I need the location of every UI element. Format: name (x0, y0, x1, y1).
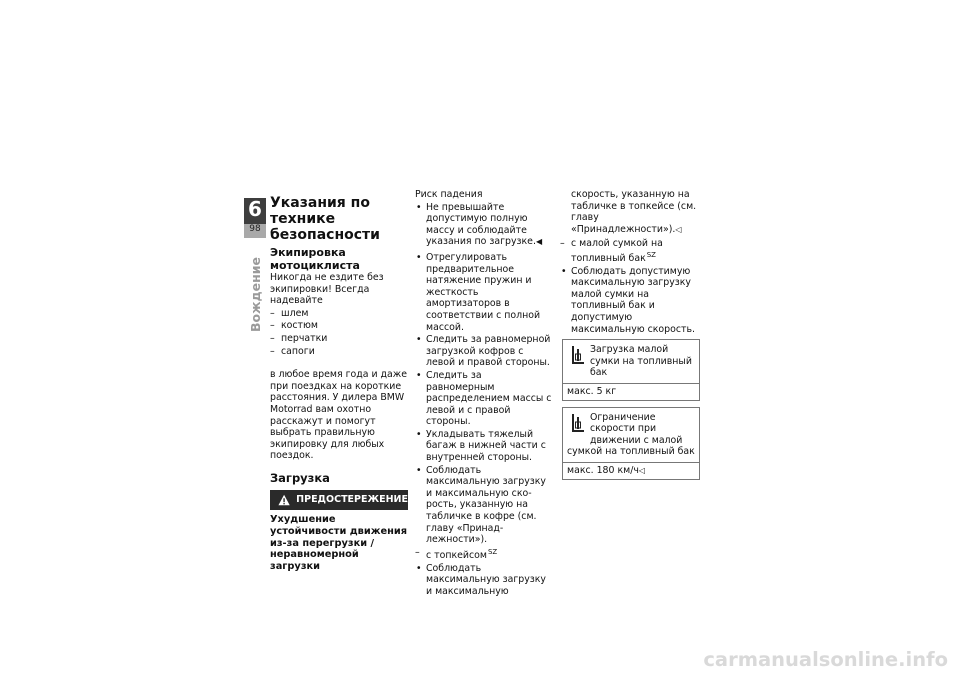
list-item: • Следить за равномерной загрузкой кофров с левой и правой стороны. (415, 334, 553, 369)
list-item: • Отрегулировать предварительное натяжение пружин и жесткость амортизаторов в соответствии с полной массой. (415, 252, 553, 333)
weight-limit-icon (571, 345, 585, 365)
end-marker-icon: ◁ (675, 224, 682, 234)
sz-badge: SZ (646, 250, 656, 259)
continuation-text: скорость, указанную на табличке в топкейсе (см. главу «Принадлежности»).◁ (571, 189, 697, 235)
equipment-intro: Никогда не ездите без экипировки! Всегда надевайте (270, 272, 384, 307)
spec-box-title: Ограничение скорости при движении с малой (590, 411, 683, 446)
warning-title: Ухудшение устойчивости движения из-за перегрузки / неравномерной загрузки (270, 513, 408, 573)
list-item-text: Не превышайте допустимую полную массу и соблюдайте указания по загрузке. (426, 201, 536, 248)
equipment-item: – костюм (270, 320, 408, 332)
chapter-tab (244, 198, 266, 238)
watermark: carmanualsonline.info (703, 648, 948, 671)
list-item (415, 202, 553, 248)
page-title: Указания по технике безопасности (270, 195, 380, 243)
spec-box-title-rest: сумкой на топливный бак (567, 446, 695, 458)
end-marker-icon: ◀ (535, 237, 543, 247)
list-item: • Следить за равномерным распределением массы с левой и с правой стороны. (415, 370, 553, 428)
list-subitem-text: с малой сумкой на топливный бак (571, 238, 663, 265)
list-item: • Соблюдать максимальную загрузку и максимальную (415, 563, 553, 598)
speed-limit-icon (571, 413, 585, 433)
loading-heading: Загрузка (270, 470, 330, 485)
sz-badge: SZ (487, 547, 498, 556)
spec-box-title: Загрузка малой сумки на топливный бак (590, 344, 692, 379)
end-marker-icon: ◁ (638, 466, 646, 475)
equipment-note: в любое время года и даже при поездках на короткие расстояния. У дилера BMW Motorrad вам охотно расскажут и помогут выбрать правильную экипировку для любых поездок. (270, 369, 407, 462)
column-1 (270, 195, 408, 573)
spec-box-head (563, 408, 699, 462)
equipment-item: – сапоги (270, 346, 408, 358)
column-3 (560, 189, 700, 480)
list-item: • Соблюдать максимальную загрузку и максимальную скорость, указанную на табличке в кофре (см. главу «Принадлежности»). (415, 465, 553, 546)
list-item: • Соблюдать допустимую максимальную загрузку малой сумки на топливный бак и допустимую максимальную скорость. (560, 266, 700, 336)
equipment-heading: Экипировка мотоциклиста (270, 246, 360, 272)
warning-label: ПРЕДОСТЕРЕЖЕНИЕ (296, 494, 408, 506)
list-subitem (415, 547, 553, 562)
warning-banner (270, 490, 408, 510)
chapter-number: 6 (248, 197, 262, 221)
spec-box-load (562, 339, 700, 400)
equipment-item: – шлем (270, 308, 408, 320)
page-number: 98 (244, 224, 266, 238)
spec-box-head (563, 340, 699, 383)
spec-box-speed (562, 407, 700, 480)
list-item: • Укладывать тяжелый багаж в нижней части с внутренней стороны. (415, 429, 553, 464)
spec-box-value: макс. 5 кг (563, 383, 699, 400)
section-label: Вождение (248, 257, 263, 332)
list-subitem-text: с топкейсом (426, 549, 487, 561)
list-subitem (560, 238, 700, 264)
equipment-item: – перчатки (270, 333, 408, 345)
spec-box-value: макс. 180 км/ч◁ (563, 462, 699, 479)
column-2 (415, 189, 553, 597)
risk-text: Риск падения (415, 189, 483, 200)
warning-triangle-icon (278, 493, 290, 507)
